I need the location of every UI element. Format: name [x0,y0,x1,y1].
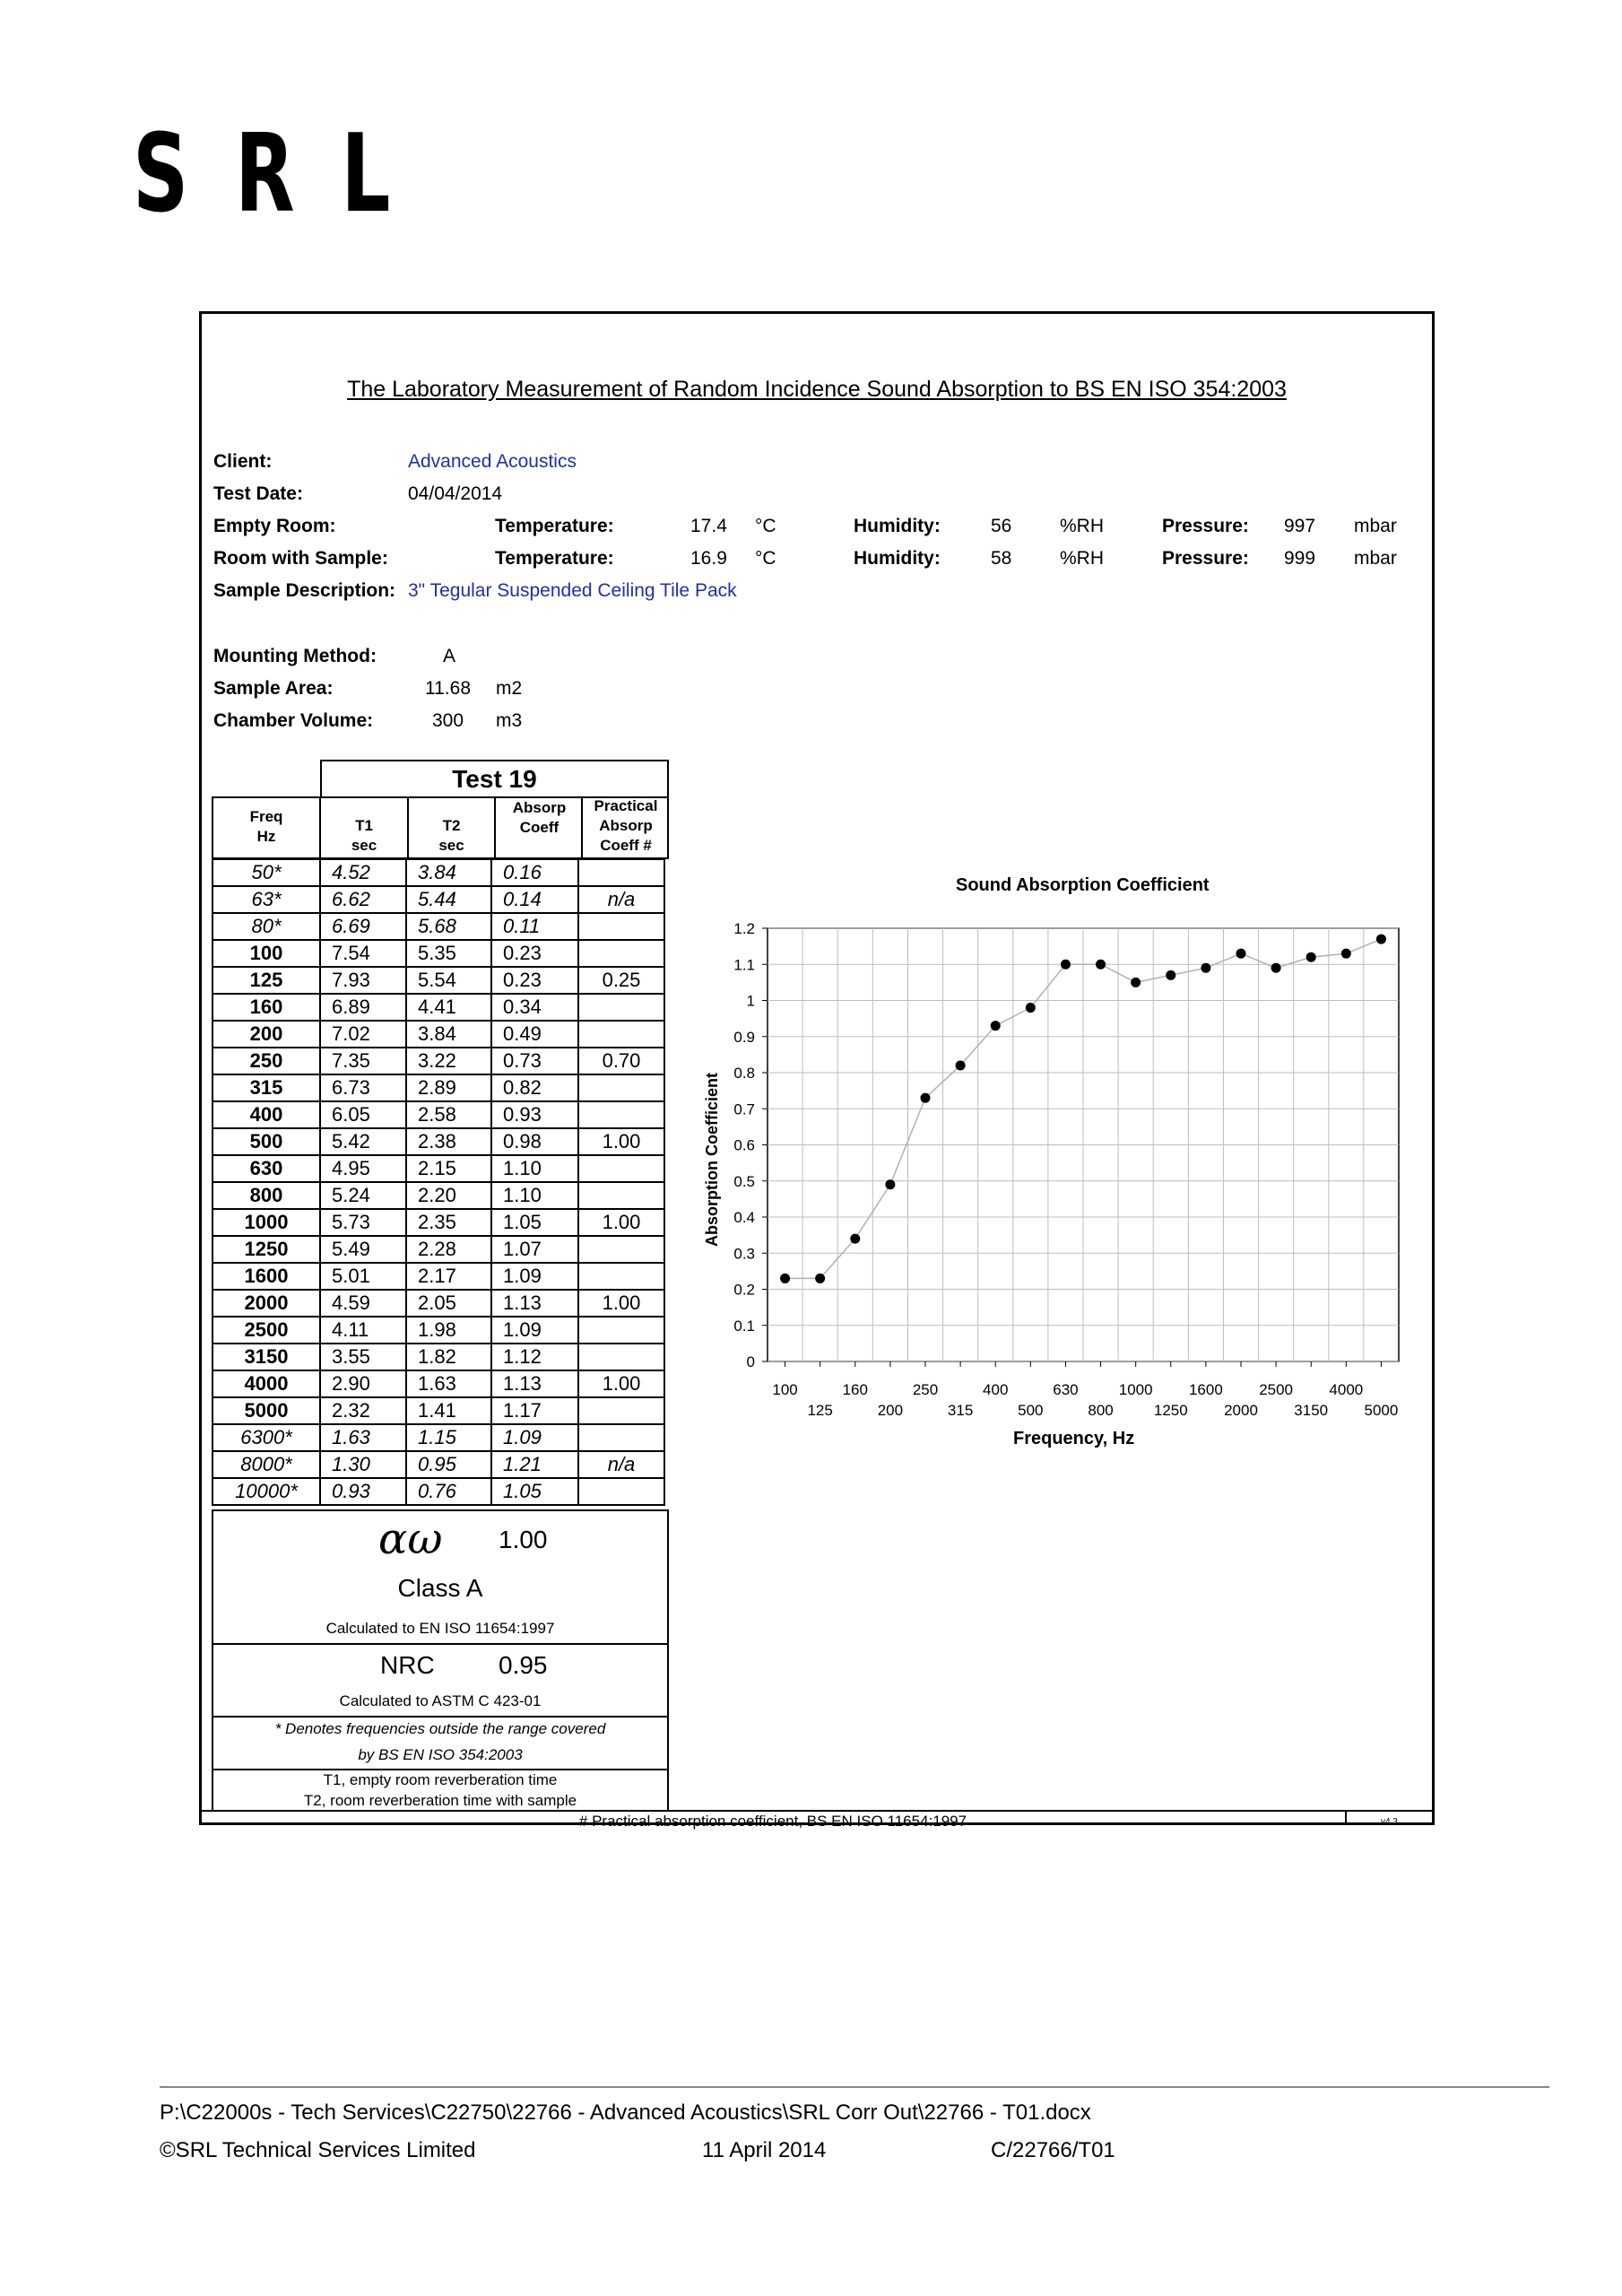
freq-cell: 500 [213,1128,320,1155]
t1-header: T1 [355,817,373,834]
calc-astm-note: Calculated to ASTM C 423-01 [339,1692,542,1709]
practical-header: Practical [594,797,658,814]
data-point [1026,1003,1036,1013]
chart-xlabel: Frequency, Hz [1013,1429,1135,1448]
t1-cell: 0.93 [320,1478,406,1505]
t1-cell: 4.52 [320,859,406,886]
x-tick-label: 100 [772,1381,798,1398]
freq-cell: 125 [213,967,320,994]
y-tick-label: 1.2 [733,920,755,937]
data-point [1376,935,1386,944]
freq-cell: 2000 [213,1290,320,1317]
absorp-coeff-cell: 1.13 [491,1370,578,1397]
y-tick-label: 0.3 [733,1245,755,1263]
t1-cell: 7.93 [320,967,406,994]
t1-cell: 5.24 [320,1182,406,1209]
practical-absorp-header: Absorp [599,817,653,834]
y-tick-label: 0.2 [733,1281,755,1299]
t2-cell: 5.35 [406,940,491,967]
x-tick-label: 3150 [1294,1402,1329,1419]
srl-logo: SRL [133,112,438,237]
t2-cell: 3.84 [406,1021,491,1048]
freq-cell: 160 [213,994,320,1021]
practical-coeff-cell: 0.70 [578,1048,664,1074]
data-point [850,1234,860,1244]
nrc-label: NRC [380,1651,435,1679]
absorp-coeff-cell: 1.21 [491,1451,578,1478]
calc-iso-note: Calculated to EN ISO 11654:1997 [325,1620,555,1637]
x-tick-label: 2500 [1259,1381,1294,1398]
sample-temp-value: 16.9 [690,548,727,569]
sample-area-value: 11.68 [425,678,471,699]
empty-humidity-unit: %RH [1060,516,1105,536]
report-title: The Laboratory Measurement of Random Incidence Sound Absorption to BS EN ISO 354:2003 [347,377,1287,402]
data-point [1236,949,1246,959]
t1-cell: 7.35 [320,1048,406,1074]
absorp-coeff-cell: 1.13 [491,1290,578,1317]
chart-title: Sound Absorption Coefficient [956,875,1210,895]
data-point [956,1060,966,1070]
empty-temp-unit: °C [755,516,776,536]
sample-humidity-label: Humidity: [854,548,941,569]
x-tick-label: 160 [842,1381,868,1398]
practical-coeff-header: Coeff # [600,837,652,854]
empty-room-label: Empty Room: [213,516,336,536]
empty-pressure-label: Pressure: [1162,516,1249,536]
t2-cell: 2.35 [406,1209,491,1236]
freq-header: Freq [249,808,283,825]
t2-cell: 2.38 [406,1128,491,1155]
t1-cell: 6.62 [320,886,406,913]
t2-note: T2, room reverberation time with sample [303,1792,577,1809]
denotes-note-2: by BS EN ISO 354:2003 [358,1746,523,1763]
t1-cell: 5.49 [320,1236,406,1263]
chamber-volume-value: 300 [432,710,464,731]
t1-cell: 6.69 [320,913,406,940]
freq-cell: 1600 [213,1263,320,1290]
freq-cell: 1000 [213,1209,320,1236]
practical-coeff-cell: 1.00 [578,1370,664,1397]
t2-cell: 2.58 [406,1101,491,1128]
y-tick-label: 0 [746,1353,755,1370]
data-point [921,1093,931,1103]
absorp-coeff-cell: 0.23 [491,940,578,967]
t2-header: T2 [442,817,461,834]
data-point [815,1274,825,1283]
absorp-coeff-cell: 0.11 [491,913,578,940]
t2-cell: 2.89 [406,1074,491,1101]
freq-cell: 630 [213,1155,320,1182]
y-tick-label: 0.4 [733,1209,755,1226]
y-tick-label: 0.1 [733,1317,755,1335]
footer-path: P:\C22000s - Tech Services\C22750\22766 - Advanced Acoustics\SRL Corr Out\22766 - T01.docx [160,2100,1091,2125]
x-tick-label: 2000 [1224,1402,1258,1419]
data-point [885,1179,895,1189]
t2-cell: 2.17 [406,1263,491,1290]
x-tick-label: 5000 [1364,1402,1399,1419]
test-date-label: Test Date: [213,483,303,504]
sample-room-label: Room with Sample: [213,548,388,569]
empty-humidity-value: 56 [991,516,1012,536]
t1-cell: 1.30 [320,1451,406,1478]
sample-temp-label: Temperature: [495,548,614,569]
practical-coeff-cell: 0.25 [578,967,664,994]
x-tick-label: 630 [1053,1381,1079,1398]
t1-cell: 4.11 [320,1317,406,1344]
y-tick-label: 0.5 [733,1172,755,1190]
empty-pressure-value: 997 [1284,516,1316,536]
t1-cell: 6.73 [320,1074,406,1101]
sample-description-label: Sample Description: [213,580,396,601]
footer-date: 11 April 2014 [702,2138,827,2162]
freq-cell: 800 [213,1182,320,1209]
sample-area-unit: m2 [496,678,523,699]
test-title: Test 19 [452,765,537,793]
absorp-coeff-cell: 1.07 [491,1236,578,1263]
absorp-coeff-cell: 0.14 [491,886,578,913]
data-point [1166,970,1175,980]
t1-cell: 3.55 [320,1344,406,1370]
absorp-coeff-cell: 1.10 [491,1182,578,1209]
t1-cell: 7.54 [320,940,406,967]
freq-cell: 80* [213,913,320,940]
practical-coeff-cell: 1.00 [578,1128,664,1155]
absorp-coeff-cell: 0.49 [491,1021,578,1048]
chamber-volume-unit: m3 [496,710,523,731]
coeff-header: Coeff [519,819,559,836]
absorp-coeff-cell: 0.93 [491,1101,578,1128]
t2-cell: 0.76 [406,1478,491,1505]
absorp-coeff-cell: 1.09 [491,1263,578,1290]
data-point [1341,949,1351,959]
t1-unit: sec [351,837,377,854]
freq-cell: 200 [213,1021,320,1048]
t2-cell: 5.68 [406,913,491,940]
absorp-coeff-cell: 1.05 [491,1478,578,1505]
freq-cell: 4000 [213,1370,320,1397]
x-tick-label: 1250 [1153,1402,1188,1419]
x-tick-label: 315 [947,1402,974,1419]
x-tick-label: 400 [983,1381,1009,1398]
alpha-w-value: 1.00 [499,1526,548,1553]
x-tick-label: 1000 [1118,1381,1153,1398]
freq-cell: 5000 [213,1397,320,1424]
freq-cell: 100 [213,940,320,967]
t2-cell: 2.15 [406,1155,491,1182]
absorp-coeff-cell: 0.82 [491,1074,578,1101]
freq-cell: 315 [213,1074,320,1101]
sample-area-label: Sample Area: [213,678,334,699]
freq-cell: 10000* [213,1478,320,1505]
empty-pressure-unit: mbar [1354,516,1397,536]
x-tick-label: 800 [1088,1402,1114,1419]
absorp-coeff-cell: 1.05 [491,1209,578,1236]
x-tick-label: 4000 [1329,1381,1364,1398]
freq-cell: 63* [213,886,320,913]
t1-cell: 6.89 [320,994,406,1021]
client-value: Advanced Acoustics [408,451,577,472]
empty-humidity-label: Humidity: [854,516,941,536]
t2-cell: 5.44 [406,886,491,913]
data-point [1061,960,1071,970]
t1-cell: 5.42 [320,1128,406,1155]
absorp-header: Absorp [512,799,567,816]
version-label: v4.3 [1381,1817,1398,1827]
absorp-coeff-cell: 1.17 [491,1397,578,1424]
data-point [1096,960,1106,970]
freq-cell: 3150 [213,1344,320,1370]
nrc-value: 0.95 [499,1651,548,1679]
freq-cell: 8000* [213,1451,320,1478]
sample-description-value: 3" Tegular Suspended Ceiling Tile Pack [408,580,737,601]
t1-cell: 2.32 [320,1397,406,1424]
chart-ylabel: Absorption Coefficient [703,1073,721,1247]
alpha-w-symbol: αω [378,1514,443,1564]
absorp-coeff-cell: 0.98 [491,1128,578,1155]
practical-coeff-cell: n/a [578,1451,664,1478]
t2-cell: 2.28 [406,1236,491,1263]
t2-unit: sec [438,837,464,854]
freq-cell: 6300* [213,1424,320,1451]
t1-cell: 4.59 [320,1290,406,1317]
y-tick-label: 0.7 [733,1100,755,1118]
t2-cell: 1.82 [406,1344,491,1370]
t2-cell: 1.41 [406,1397,491,1424]
sample-pressure-value: 999 [1284,548,1316,569]
data-point [780,1274,790,1283]
t2-cell: 4.41 [406,994,491,1021]
t1-cell: 2.90 [320,1370,406,1397]
footer-reference: C/22766/T01 [991,2138,1115,2162]
absorp-coeff-cell: 1.12 [491,1344,578,1370]
y-tick-label: 0.9 [733,1028,755,1046]
footer-rule [160,2086,1549,2088]
x-tick-label: 250 [912,1381,939,1398]
t2-cell: 3.22 [406,1048,491,1074]
t1-cell: 4.95 [320,1155,406,1182]
test-date-value: 04/04/2014 [408,483,503,504]
x-tick-label: 125 [807,1402,833,1419]
t2-cell: 1.63 [406,1370,491,1397]
absorp-coeff-cell: 0.34 [491,994,578,1021]
data-point [991,1021,1001,1031]
absorp-coeff-cell: 0.23 [491,967,578,994]
freq-cell: 400 [213,1101,320,1128]
data-point [1306,952,1316,962]
y-tick-label: 0.6 [733,1136,755,1154]
y-tick-label: 1 [746,992,755,1010]
t2-cell: 2.20 [406,1182,491,1209]
practical-coeff-cell: 1.00 [578,1290,664,1317]
t2-cell: 1.98 [406,1317,491,1344]
absorp-coeff-cell: 1.09 [491,1424,578,1451]
chamber-volume-label: Chamber Volume: [213,710,374,731]
sample-humidity-unit: %RH [1060,548,1105,569]
t1-note: T1, empty room reverberation time [323,1771,558,1788]
data-point [1201,963,1210,973]
absorp-coeff-cell: 0.16 [491,859,578,886]
empty-temp-value: 17.4 [690,516,727,536]
absorp-coeff-cell: 0.73 [491,1048,578,1074]
data-point [1131,978,1141,987]
mounting-method-label: Mounting Method: [213,646,377,666]
freq-cell: 250 [213,1048,320,1074]
t2-cell: 2.05 [406,1290,491,1317]
t2-cell: 5.54 [406,967,491,994]
t2-cell: 3.84 [406,859,491,886]
y-tick-label: 1.1 [733,956,755,974]
t1-cell: 6.05 [320,1101,406,1128]
t2-cell: 1.15 [406,1424,491,1451]
sample-humidity-value: 58 [991,548,1012,569]
sample-temp-unit: °C [755,548,776,569]
t1-cell: 7.02 [320,1021,406,1048]
freq-cell: 50* [213,859,320,886]
t2-cell: 0.95 [406,1451,491,1478]
denotes-note-1: * Denotes frequencies outside the range covered [274,1720,606,1737]
data-point [1271,963,1281,973]
practical-coeff-cell: 1.00 [578,1209,664,1236]
absorp-coeff-cell: 1.10 [491,1155,578,1182]
freq-cell: 1250 [213,1236,320,1263]
x-tick-label: 200 [877,1402,904,1419]
absorp-coeff-cell: 1.09 [491,1317,578,1344]
freq-unit: Hz [256,828,276,845]
footer-copyright: ©SRL Technical Services Limited [160,2138,476,2162]
empty-temp-label: Temperature: [495,516,614,536]
y-tick-label: 0.8 [733,1065,755,1082]
mounting-method-value: A [443,646,456,666]
t1-cell: 1.63 [320,1424,406,1451]
sample-pressure-label: Pressure: [1162,548,1249,569]
x-tick-label: 500 [1018,1402,1044,1419]
x-tick-label: 1600 [1188,1381,1223,1398]
sample-pressure-unit: mbar [1354,548,1397,569]
freq-cell: 2500 [213,1317,320,1344]
t1-cell: 5.73 [320,1209,406,1236]
practical-coeff-note: # Practical absorption coefficient, BS EN ISO 11654:1997 [578,1813,967,1830]
absorption-class: Class A [397,1574,483,1602]
client-label: Client: [213,451,273,472]
t1-cell: 5.01 [320,1263,406,1290]
practical-coeff-cell: n/a [578,886,664,913]
